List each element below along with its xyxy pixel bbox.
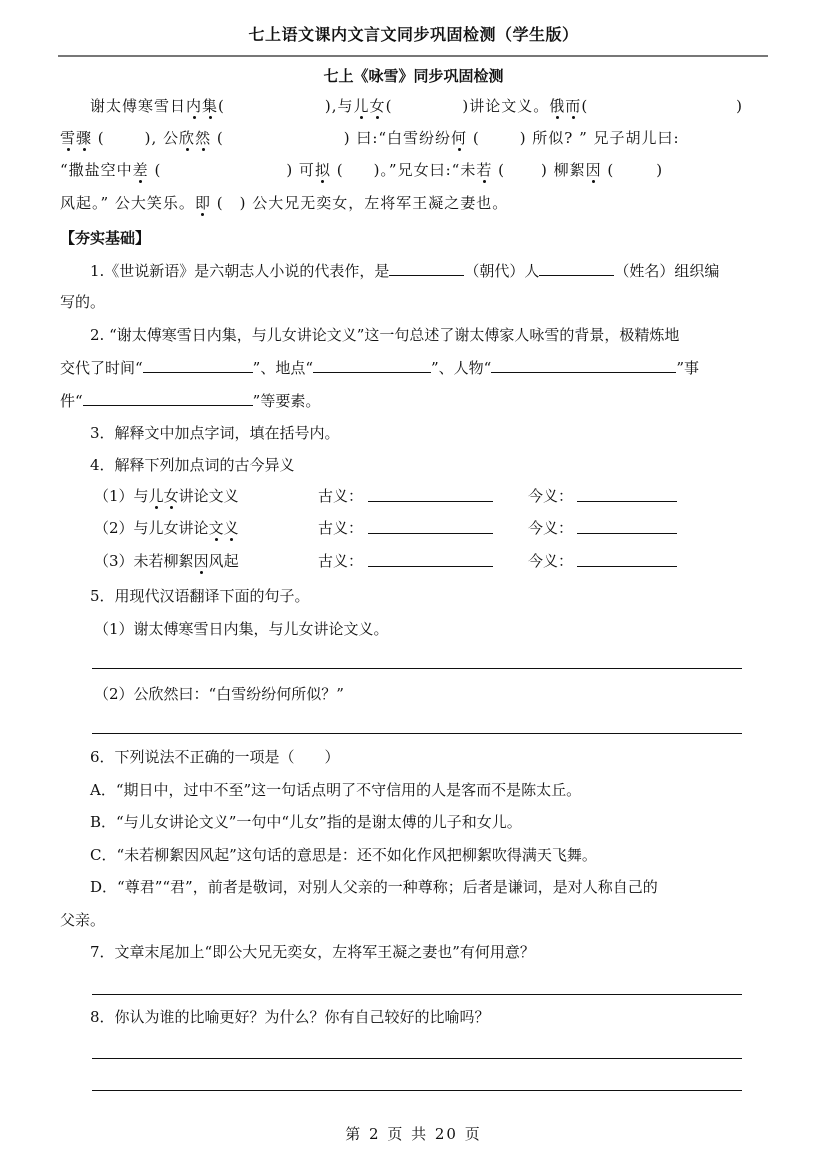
gu-label: 古义： <box>318 552 364 570</box>
blank-time[interactable] <box>143 357 253 373</box>
option-b[interactable]: B．“与儿女讲论文义”一句中“儿女”指的是谢太傅的儿子和女儿。 <box>90 813 522 831</box>
answer-line-q5-1[interactable] <box>92 668 742 669</box>
blank-gu-1[interactable] <box>368 486 493 502</box>
answer-line-q8-1[interactable] <box>92 1058 742 1059</box>
dotted-char: 因 <box>585 161 602 179</box>
dotted-char: 差 <box>132 161 149 179</box>
question-2: 2. “谢太傅寒雪日内集，与儿女讲论文义”这一句总述了谢太傅家人咏雪的背景，极精炼地 <box>90 326 680 344</box>
question-2-blanks: 交代了时间“ ”、地点“ ”、人物“ ”事 <box>60 359 700 377</box>
dotted-char: 然 <box>195 129 212 147</box>
question-3: 3．解释文中加点字词，填在括号内。 <box>90 424 340 442</box>
passage-line-2: 雪骤 ( ), 公欣然 ( ) 曰:“白雪纷纷何 ( ) 所似? ” 兄子胡儿曰: <box>60 129 680 147</box>
dotted-char: 欣 <box>179 129 196 147</box>
dotted-char: 文 <box>208 519 224 537</box>
q4-item-2: （2）与儿女讲论文义 <box>94 519 239 537</box>
jin-label: 今义： <box>528 552 574 570</box>
option-d-cont: 父亲。 <box>60 911 106 929</box>
passage-line-4: 风起。” 公大笑乐。即 ( ) 公大兄无奕女，左将军王凝之妻也。 <box>60 194 509 212</box>
dotted-char: 女 <box>369 97 386 115</box>
dotted-char: 骤 <box>76 129 93 147</box>
dotted-char: 集 <box>202 97 219 115</box>
dotted-char: 儿 <box>353 97 370 115</box>
blank-dynasty[interactable] <box>389 260 464 276</box>
question-2-cont: 件“ ”等要素。 <box>60 392 321 410</box>
dotted-char: 俄 <box>549 97 566 115</box>
dotted-char: 而 <box>565 97 582 115</box>
dotted-char: 义 <box>223 519 239 537</box>
dotted-char: 儿 <box>148 487 164 505</box>
blank-jin-1[interactable] <box>577 486 677 502</box>
q5-sentence-2: （2）公欣然曰：“白雪纷纷何所似？” <box>94 685 344 703</box>
question-1: 1.《世说新语》是六朝志人小说的代表作，是 （朝代）人 （姓名）组织编 <box>90 262 720 280</box>
option-d[interactable]: D．“尊君”“君”，前者是敬词，对别人父亲的一种尊称；后者是谦词，是对人称自己的 <box>90 878 658 896</box>
blank-place[interactable] <box>313 357 431 373</box>
passage-line-1: 谢太傅寒雪日内集( ),与儿女( )讲论文义。俄而( ) <box>90 97 744 115</box>
question-1-cont: 写的。 <box>60 293 106 311</box>
question-5: 5．用现代汉语翻译下面的句子。 <box>90 587 310 605</box>
blank-jin-3[interactable] <box>577 551 677 567</box>
dotted-char: 女 <box>163 487 179 505</box>
dotted-char: 因 <box>193 552 209 570</box>
blank-people[interactable] <box>491 357 676 373</box>
dotted-char: 何 <box>451 129 468 147</box>
q4-item-1: （1）与儿女讲论文义 <box>94 487 239 505</box>
dotted-char: 内 <box>186 97 203 115</box>
page-title: 七上《咏雪》同步巩固检测 <box>323 67 504 85</box>
section-heading: 【夯实基础】 <box>60 229 151 247</box>
question-7: 7．文章末尾加上“即公大兄无奕女，左将军王凝之妻也”有何用意？ <box>90 943 535 961</box>
header-divider <box>58 55 768 57</box>
option-c[interactable]: C．“未若柳絮因风起”这句话的意思是：还不如化作风把柳絮吹得满天飞舞。 <box>90 846 597 864</box>
document-header-title: 七上语文课内文言文同步巩固检测（学生版） <box>248 25 579 44</box>
gu-label: 古义： <box>318 487 364 505</box>
gu-label: 古义： <box>318 519 364 537</box>
passage-line-3: “撒盐空中差 ( ) 可拟 ( )。”兄女曰:“未若 ( ) 柳絮因 ( ) <box>60 161 664 179</box>
question-4: 4．解释下列加点词的古今异义 <box>90 456 295 474</box>
answer-line-q8-2[interactable] <box>92 1090 742 1091</box>
dotted-char: 拟 <box>314 161 331 179</box>
page-number: 第 2 页 共 20 页 <box>345 1125 482 1143</box>
dotted-char: 雪 <box>60 129 77 147</box>
answer-line-q5-2[interactable] <box>92 733 742 734</box>
dotted-char: 即 <box>194 194 211 212</box>
blank-gu-2[interactable] <box>368 518 493 534</box>
q4-item-3: （3）未若柳絮因风起 <box>94 552 239 570</box>
option-a[interactable]: A．“期日中，过中不至”这一句话点明了不守信用的人是客而不是陈太丘。 <box>90 781 582 799</box>
blank-jin-2[interactable] <box>577 518 677 534</box>
q5-sentence-1: （1）谢太傅寒雪日内集，与儿女讲论文义。 <box>94 620 389 638</box>
jin-label: 今义： <box>528 519 574 537</box>
answer-line-q7[interactable] <box>92 994 742 995</box>
dotted-char: 若 <box>476 161 493 179</box>
blank-name[interactable] <box>539 260 614 276</box>
question-8: 8．你认为谁的比喻更好？为什么？你有自己较好的比喻吗？ <box>90 1008 490 1026</box>
question-6: 6．下列说法不正确的一项是（ ） <box>90 748 340 766</box>
jin-label: 今义： <box>528 487 574 505</box>
blank-event[interactable] <box>83 390 253 406</box>
blank-gu-3[interactable] <box>368 551 493 567</box>
